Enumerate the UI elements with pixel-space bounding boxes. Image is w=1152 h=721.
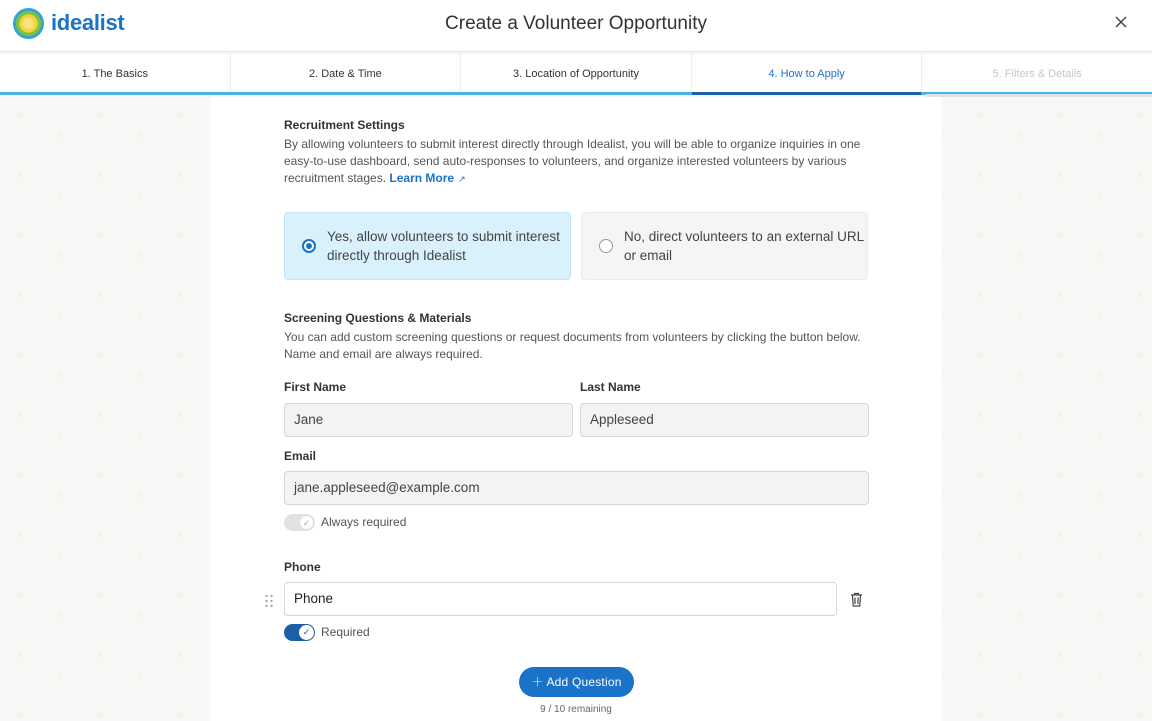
phone-label: Phone	[284, 560, 321, 574]
email-required-label: Always required	[321, 515, 407, 529]
step-tabs	[0, 54, 1152, 95]
add-question-button[interactable]	[519, 667, 634, 697]
recruitment-description-text: By allowing volunteers to submit interest directly through Idealist, you will be able to organize inquiries in one easy-to-use dashboard, send auto-responses to volunteers, and organize interested volunteers by various recruitment stages.	[284, 137, 861, 185]
plus-icon: ＋	[531, 675, 544, 689]
check-icon: ✓	[299, 515, 314, 530]
trash-icon[interactable]	[850, 592, 863, 607]
tab-location[interactable]: 3. Location of Opportunity	[461, 54, 692, 92]
recruitment-settings-title: Recruitment Settings	[284, 118, 405, 132]
phone-field[interactable]: Phone	[284, 582, 837, 616]
recruitment-description	[284, 136, 864, 188]
tab-how-to-apply[interactable]: 4. How to Apply	[692, 54, 923, 92]
email-field[interactable]: jane.appleseed@example.com	[284, 471, 869, 505]
close-icon[interactable]	[1114, 15, 1128, 29]
drag-handle-icon[interactable]	[264, 594, 274, 608]
external-link-icon: ↗	[458, 174, 466, 184]
last-name-field[interactable]: Appleseed	[580, 403, 869, 437]
check-icon: ✓	[299, 625, 314, 640]
phone-required-label: Required	[321, 625, 370, 639]
tab-progress-remaining	[926, 94, 1152, 97]
learn-more-link[interactable]: Learn More	[389, 171, 455, 185]
last-name-label: Last Name	[580, 380, 641, 394]
first-name-field[interactable]: Jane	[284, 403, 573, 437]
option-external-url[interactable]	[581, 212, 868, 280]
email-label: Email	[284, 449, 317, 463]
tab-the-basics[interactable]: 1. The Basics	[0, 54, 231, 92]
phone-required-toggle[interactable]	[284, 624, 315, 641]
option-external-url-label: No, direct volunteers to an external URL or email	[624, 229, 864, 263]
questions-remaining: 9 / 10 remaining	[540, 704, 612, 715]
first-name-label: First Name	[284, 380, 347, 394]
radio-unselected-icon[interactable]	[599, 239, 613, 253]
option-allow-idealist-label: Yes, allow volunteers to submit interest directly through Idealist	[327, 229, 560, 263]
tab-date-time[interactable]: 2. Date & Time	[231, 54, 462, 92]
email-required-toggle	[284, 514, 315, 531]
tab-filters-details: 5. Filters & Details	[992, 68, 1082, 80]
radio-selected-icon[interactable]	[302, 239, 316, 253]
header	[0, 0, 1152, 52]
option-allow-idealist[interactable]	[284, 212, 571, 280]
form-card	[210, 97, 942, 721]
screening-title: Screening Questions & Materials	[284, 311, 472, 325]
brand-name: idealist	[51, 10, 125, 35]
screening-description: You can add custom screening questions or request documents from volunteers by clicking the button below. Name and email are always required.	[284, 330, 861, 361]
add-question-label: Add Question	[546, 675, 622, 689]
page-title: Create a Volunteer Opportunity	[445, 13, 707, 34]
